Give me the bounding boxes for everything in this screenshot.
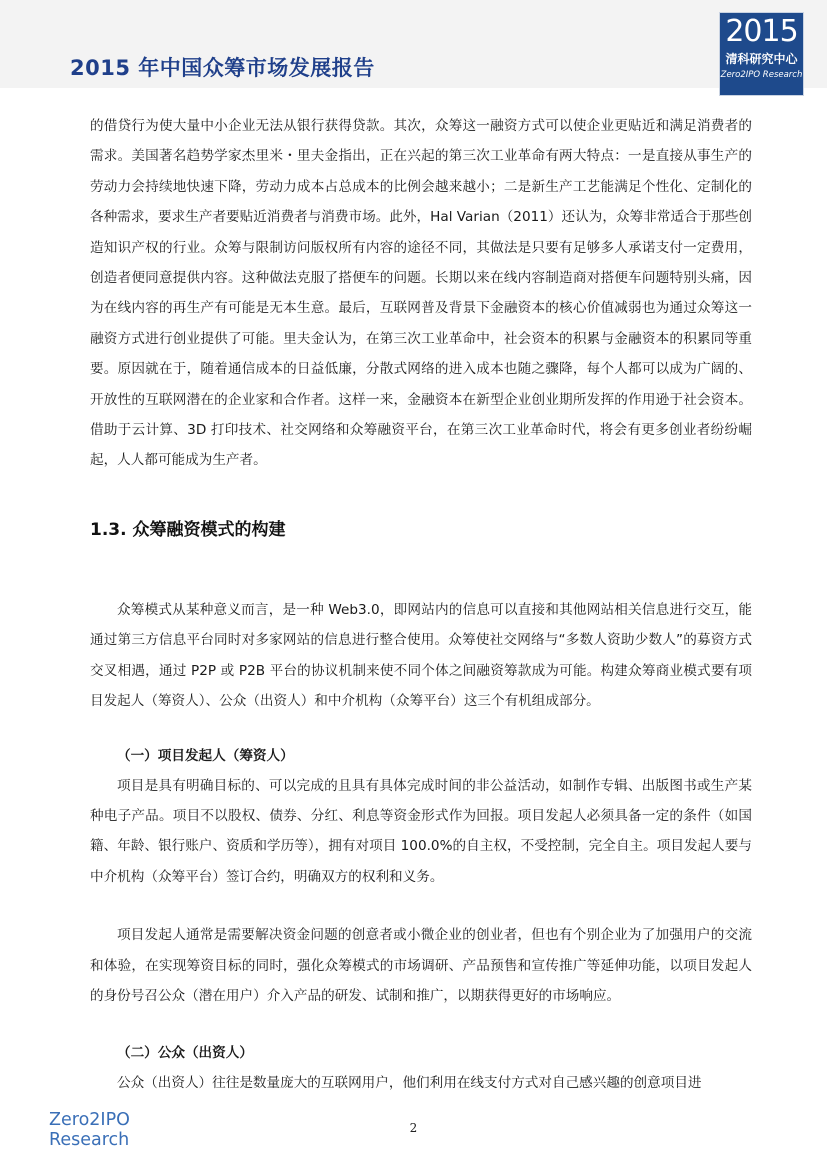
report-title: 2015 年中国众筹市场发展报告	[70, 56, 375, 80]
section-intro-paragraph: 众筹模式从某种意义而言，是一种 Web3.0，即网站内的信息可以直接和其他网站相关信息进行交互，能通过第三方信息平台同时对多家网站的信息进行整合使用。众筹使社交网络与“多数人资助少数人”的募资方式交叉相遇，通过 P2P 或 P2B 平台的协议机制来使不同个体之间融资筹款成为可能。构建众筹商业模式要有项目发起人（筹资人）、公众（出资人）和中介机构（众筹平台）这三个有机组成部分。	[90, 601, 752, 710]
logo-org-en: Zero2IPO Research	[720, 70, 803, 80]
logo-year: 2015	[725, 14, 798, 49]
subsection-heading-public: （二）公众（出资人）	[117, 1045, 253, 1062]
clearing-research-logo	[719, 12, 804, 96]
subsection-heading-initiator: （一）项目发起人（筹资人）	[117, 747, 294, 764]
public-paragraph-1: 公众（出资人）往往是数量庞大的互联网用户，他们利用在线支付方式对自己感兴趣的创意项目进	[117, 1075, 702, 1092]
initiator-paragraph-1: 项目是具有明确目标的、可以完成的且具有具体完成时间的非公益活动，如制作专辑、出版图书或生产某种电子产品。项目不以股权、债券、分红、利息等资金形式作为回报。项目发起人必须具备一定的条件（如国籍、年龄、银行账户、资质和学历等），拥有对项目 100.0%的自主权，不受控制，完全自主。项目发起人要与中介机构（众筹平台）签订合约，明确双方的权利和义务。	[90, 777, 752, 885]
footer-logo-line2: Research	[49, 1130, 130, 1150]
section-heading: 1.3. 众筹融资模式的构建	[90, 519, 286, 540]
footer-logo-line1: Zero2IPO	[49, 1110, 130, 1130]
initiator-paragraph-2: 项目发起人通常是需要解决资金问题的创意者或小微企业的创业者，但也有个别企业为了加强用户的交流和体验，在实现筹资目标的同时，强化众筹模式的市场调研、产品预售和宣传推广等延伸功能，以项目发起人的身份号召公众（潜在用户）介入产品的研发、试制和推广，以期获得更好的市场响应。	[90, 927, 752, 1004]
paragraph-continued: 的借贷行为使大量中小企业无法从银行获得贷款。其次，众筹这一融资方式可以使企业更贴近和满足消费者的需求。美国著名趋势学家杰里米・里夫金指出，正在兴起的第三次工业革命有两大特点：一是直接从事生产的劳动力会持续地快速下降，劳动力成本占总成本的比例会越来越小；二是新生产工艺能满足个性化、定制化的各种需求，要求生产者要贴近消费者与消费市场。此外，Hal Varian（2011）还认为，众筹非常适合于那些创造知识产权的行业。众筹与限制访问版权所有内容的途径不同，其做法是只要有足够多人承诺支付一定费用，创造者便同意提供内容。这种做法克服了搭便车的问题。长期以来在线内容制造商对搭便车问题特别头痛，因为在线内容的再生产有可能是无本生意。最后，互联网普及背景下金融资本的核心价值减弱也为通过众筹这一融资方式进行创业提供了可能。里夫金认为，在第三次工业革命中，社会资本的积累与金融资本的积累同等重要。原因就在于，随着通信成本的日益低廉，分散式网络的进入成本也随之骤降，每个人都可以成为广阔的、开放性的互联网潜在的企业家和合作者。这样一来，金融资本在新型企业创业期所发挥的作用逊于社会资本。借助于云计算、3D 打印技术、社交网络和众筹融资平台，在第三次工业革命时代，将会有更多创业者纷纷崛起，人人都可能成为生产者。	[90, 118, 752, 469]
zero2ipo-footer-logo	[49, 1110, 130, 1150]
document-body	[90, 111, 752, 1099]
logo-org-cn: 清科研究中心	[725, 52, 798, 66]
page-number: 2	[409, 1121, 418, 1135]
